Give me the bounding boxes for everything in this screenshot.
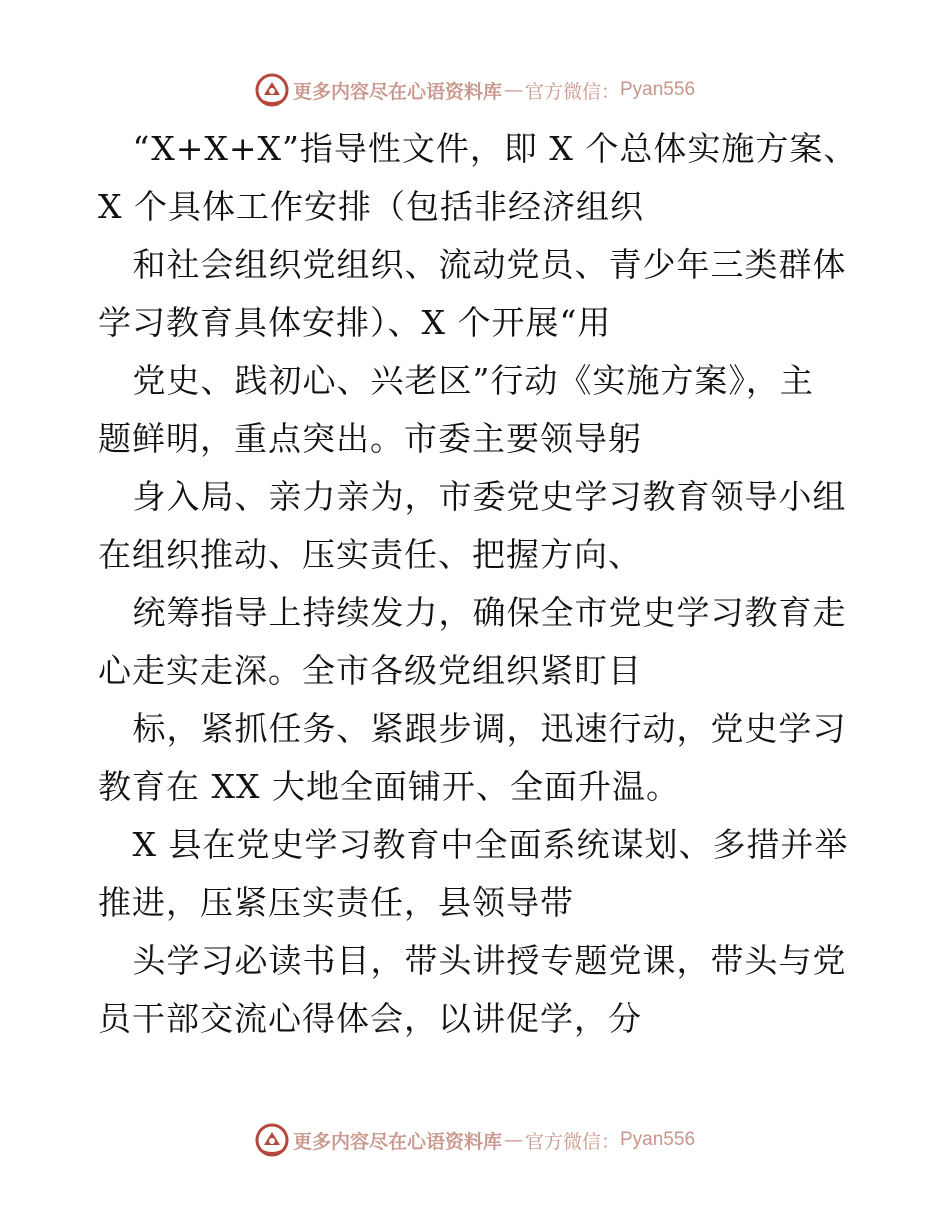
- header-banner: [0, 70, 950, 110]
- text-line: 和社会组织党组织、流动党员、青少年三类群体: [98, 245, 847, 284]
- logo-icon: [255, 73, 289, 107]
- text-line: X 个具体工作安排（包括非经济组织: [98, 187, 644, 226]
- text-line: 标，紧抓任务、紧跟步调，迅速行动，党史学习: [98, 709, 847, 748]
- text-line: 统筹指导上持续发力，确保全市党史学习教育走: [98, 593, 847, 632]
- banner-wechat-id: Pyan556: [620, 79, 696, 100]
- banner-title: 更多内容尽在心语资料库: [292, 1130, 502, 1153]
- banner-separator: —: [503, 79, 523, 101]
- logo-icon: [255, 1123, 289, 1157]
- text-line: 心走实走深。全市各级党组织紧盯目: [98, 651, 642, 690]
- footer-banner: [0, 1120, 950, 1160]
- text-line: 在组织推动、压实责任、把握方向、: [98, 535, 642, 574]
- text-line: 身入局、亲力亲为，市委党史学习教育领导小组: [98, 477, 847, 516]
- text-line: 推进，压紧压实责任，县领导带: [98, 883, 574, 922]
- text-line: 学习教育具体安排）、X 个开展“用: [98, 303, 612, 342]
- text-line: 头学习必读书目，带头讲授专题党课，带头与党: [98, 941, 847, 980]
- banner-title: 更多内容尽在心语资料库: [292, 80, 502, 103]
- text-line: 题鲜明，重点突出。市委主要领导躬: [98, 419, 642, 458]
- banner-wechat-label: 官方微信：: [524, 80, 620, 103]
- banner-wechat-id: Pyan556: [620, 1129, 696, 1150]
- text-line: 党史、践初心、兴老区”行动《实施方案》，主: [98, 361, 814, 400]
- text-line: 教育在 XX 大地全面铺开、全面升温。: [98, 767, 680, 806]
- banner-wechat-label: 官方微信：: [524, 1130, 620, 1153]
- text-line: 员干部交流心得体会，以讲促学，分: [98, 999, 642, 1038]
- text-line: “X+X+X”指导性文件，即 X 个总体实施方案、: [98, 129, 858, 168]
- banner-separator: —: [503, 1129, 523, 1151]
- text-line: X 县在党史学习教育中全面系统谋划、多措并举: [98, 825, 849, 864]
